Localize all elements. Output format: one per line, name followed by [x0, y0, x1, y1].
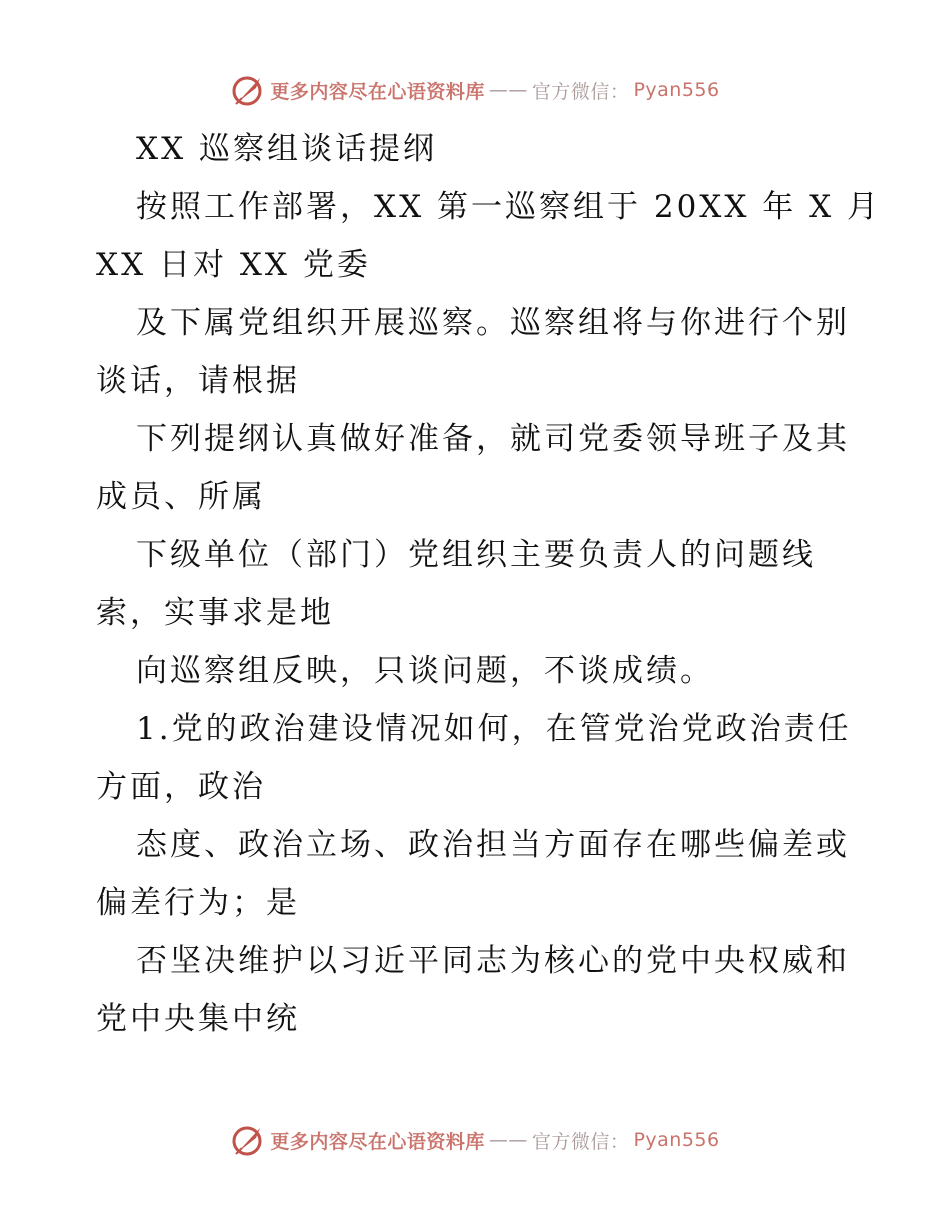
doc-line: 按照工作部署，XX 第一巡察组于 20XX 年 X 月: [136, 189, 882, 225]
doc-line: 谈话，请根据: [96, 363, 300, 399]
document-body: [96, 120, 882, 1048]
doc-line: 方面，政治: [96, 769, 266, 805]
doc-line: 党中央集中统: [96, 1001, 300, 1037]
watermark-main-text: 更多内容尽在心语资料库: [270, 80, 485, 103]
doc-line: 态度、政治立场、政治担当方面存在哪些偏差或: [136, 827, 850, 863]
watermark-wechat-id: Pyan556: [633, 79, 720, 101]
doc-line: 成员、所属: [96, 479, 266, 515]
page-footer-watermark: [0, 1118, 950, 1162]
doc-line: XX 巡察组谈话提纲: [136, 131, 437, 167]
watermark-wechat-id: Pyan556: [633, 1129, 720, 1151]
doc-line: 下列提纲认真做好准备，就司党委领导班子及其: [136, 421, 850, 457]
doc-line: 否坚决维护以习近平同志为核心的党中央权威和: [136, 943, 850, 979]
watermark-separator: ——: [488, 1129, 528, 1151]
watermark-wechat-label: 官方微信：: [531, 80, 630, 103]
page-header-watermark: [0, 68, 950, 112]
doc-line: 及下属党组织开展巡察。巡察组将与你进行个别: [136, 305, 850, 341]
doc-line: 向巡察组反映，只谈问题，不谈成绩。: [136, 653, 714, 689]
watermark-separator: ——: [488, 79, 528, 101]
quill-pen-logo-icon: [230, 1122, 266, 1158]
watermark-main-text: 更多内容尽在心语资料库: [270, 1130, 485, 1153]
doc-line: 索，实事求是地: [96, 595, 334, 631]
watermark-wechat-label: 官方微信：: [531, 1130, 630, 1153]
doc-line: XX 日对 XX 党委: [96, 247, 371, 283]
doc-line: 1.党的政治建设情况如何，在管党治党政治责任: [136, 711, 852, 747]
doc-line: 下级单位（部门）党组织主要负责人的问题线: [136, 537, 816, 573]
doc-line: 偏差行为；是: [96, 885, 300, 921]
quill-pen-logo-icon: [230, 72, 266, 108]
